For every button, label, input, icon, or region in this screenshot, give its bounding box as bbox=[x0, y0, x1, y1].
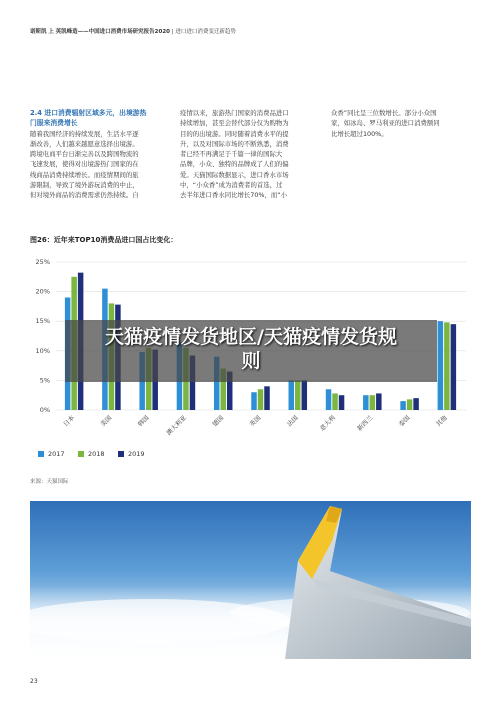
paragraph-line: 目的的出境游。同时随着消费水平的提 bbox=[180, 129, 289, 138]
paragraph-line: 持续增加，甚至会替代部分仅为购物为 bbox=[180, 119, 289, 128]
paragraph-line: 线商品消费持续增长。而疫情期间的旅 bbox=[30, 170, 139, 179]
legend-label-2017: 2017 bbox=[48, 450, 65, 458]
bar-2017 bbox=[363, 395, 369, 410]
paragraph-line: 去半年进口香水同比增长70%，而“小 bbox=[180, 191, 287, 200]
page-number: 23 bbox=[30, 678, 38, 685]
bar-2019 bbox=[451, 324, 457, 410]
x-tick-label: 其他 bbox=[435, 414, 449, 429]
paragraph-line: 跨境电商平台日渐完善以及跨国物流的 bbox=[30, 150, 139, 159]
x-tick-label: 新西兰 bbox=[356, 414, 375, 433]
x-tick-label: 英国 bbox=[248, 414, 263, 429]
paragraph-line: 但对境外商品的消费需求仍然持续。自 bbox=[30, 191, 139, 200]
y-tick-label: 15% bbox=[35, 317, 50, 326]
paragraph-line: 随着我国经济的持续发展，生活水平逐 bbox=[30, 129, 139, 138]
bar-2018 bbox=[444, 322, 450, 410]
text-column-2 bbox=[180, 108, 330, 201]
x-tick-label: 意大利 bbox=[318, 414, 337, 433]
bar-2017 bbox=[326, 389, 332, 410]
bar-2017 bbox=[400, 401, 406, 410]
legend-swatch-2018 bbox=[78, 451, 84, 457]
bar-2019 bbox=[376, 393, 382, 410]
y-tick-label: 25% bbox=[35, 258, 50, 266]
paragraph-line: 飞速发展，使得对出境游热门国家的在 bbox=[30, 160, 139, 169]
paragraph-line: 家，如冰岛、罗马利亚的进口消费额同 bbox=[331, 119, 440, 128]
paragraph-line: 疫情以来，旅游热门国家的消费品进口 bbox=[180, 109, 289, 117]
bar-2017 bbox=[251, 392, 257, 410]
chart-title: 图26：近年来TOP10消费品进口国占比变化： bbox=[30, 236, 178, 244]
y-tick-label: 10% bbox=[35, 346, 50, 355]
watermark-text bbox=[65, 325, 437, 373]
bar-2019 bbox=[264, 386, 270, 410]
running-header bbox=[30, 27, 470, 35]
bar-2018 bbox=[407, 399, 413, 410]
bar-2019 bbox=[339, 395, 345, 410]
paragraph-line: 者已经不再满足于千篇一律的国际大 bbox=[180, 150, 283, 159]
y-tick-label: 5% bbox=[39, 376, 50, 385]
paragraph-line: 品牌，小众、独特的品牌成了人们的偏 bbox=[180, 160, 289, 169]
watermark-line2: 则 bbox=[241, 350, 261, 372]
paragraph-line: 比增长超过100%。 bbox=[331, 129, 388, 138]
watermark-line1: 天猫疫情发货地区/天猫疫情发货规 bbox=[105, 326, 397, 348]
paragraph-line: 中，“小众香”成为消费者的首选，过 bbox=[180, 181, 283, 190]
x-tick-label: 澳大利亚 bbox=[165, 414, 188, 437]
y-tick-label: 20% bbox=[35, 287, 50, 296]
x-tick-label: 美国 bbox=[99, 414, 114, 429]
bar-2018 bbox=[258, 389, 264, 410]
bar-2019 bbox=[413, 398, 419, 410]
bar-2017 bbox=[438, 321, 444, 410]
legend-swatch-2019 bbox=[118, 451, 124, 457]
section-title-line1: 2.4 进口消费辐射区域多元，出境游热 bbox=[30, 109, 147, 117]
source-note: 来源：天猫国际 bbox=[30, 479, 69, 485]
paragraph-line: 众香”同比呈三位数增长。部分小众国 bbox=[331, 109, 437, 117]
section-title-line2: 门服来消费增长 bbox=[30, 119, 78, 128]
paragraph-line: 升，以及对国际市场的不断熟悉，消费 bbox=[180, 139, 289, 148]
paragraph-line: 爱。天猫国际数据显示，进口香水市场 bbox=[180, 170, 289, 179]
header-brand: 诺斯凯 上 bbox=[30, 29, 54, 35]
x-tick-label: 韩国 bbox=[136, 414, 151, 429]
paragraph-line: 渐改善，人们越来越愿意选择出境游。 bbox=[30, 139, 139, 148]
header-section: | 进口进口消费变迁新趋势 bbox=[171, 29, 236, 35]
legend-label-2018: 2018 bbox=[88, 450, 105, 458]
x-tick-label: 法国 bbox=[285, 414, 300, 429]
bar-2017 bbox=[289, 380, 295, 410]
legend-label-2019: 2019 bbox=[128, 450, 145, 458]
bar-2018 bbox=[370, 395, 376, 410]
text-column-3 bbox=[331, 108, 471, 139]
paragraph-line: 游限制，导致了境外游玩消费的中止， bbox=[30, 181, 139, 190]
bar-2019 bbox=[302, 380, 308, 410]
bar-2018 bbox=[332, 393, 338, 410]
bar-2018 bbox=[295, 380, 301, 410]
x-tick-label: 日本 bbox=[62, 414, 77, 429]
x-tick-label: 德国 bbox=[211, 414, 226, 429]
header-report-title: 英凯峰造——中国进口消费市场研究报告2020 bbox=[55, 29, 170, 35]
x-tick-label: 泰国 bbox=[397, 414, 412, 429]
airplane-wing-photo bbox=[30, 501, 471, 659]
y-tick-label: 0% bbox=[39, 406, 50, 414]
text-column-1 bbox=[30, 108, 170, 201]
legend-swatch-2017 bbox=[38, 451, 44, 457]
